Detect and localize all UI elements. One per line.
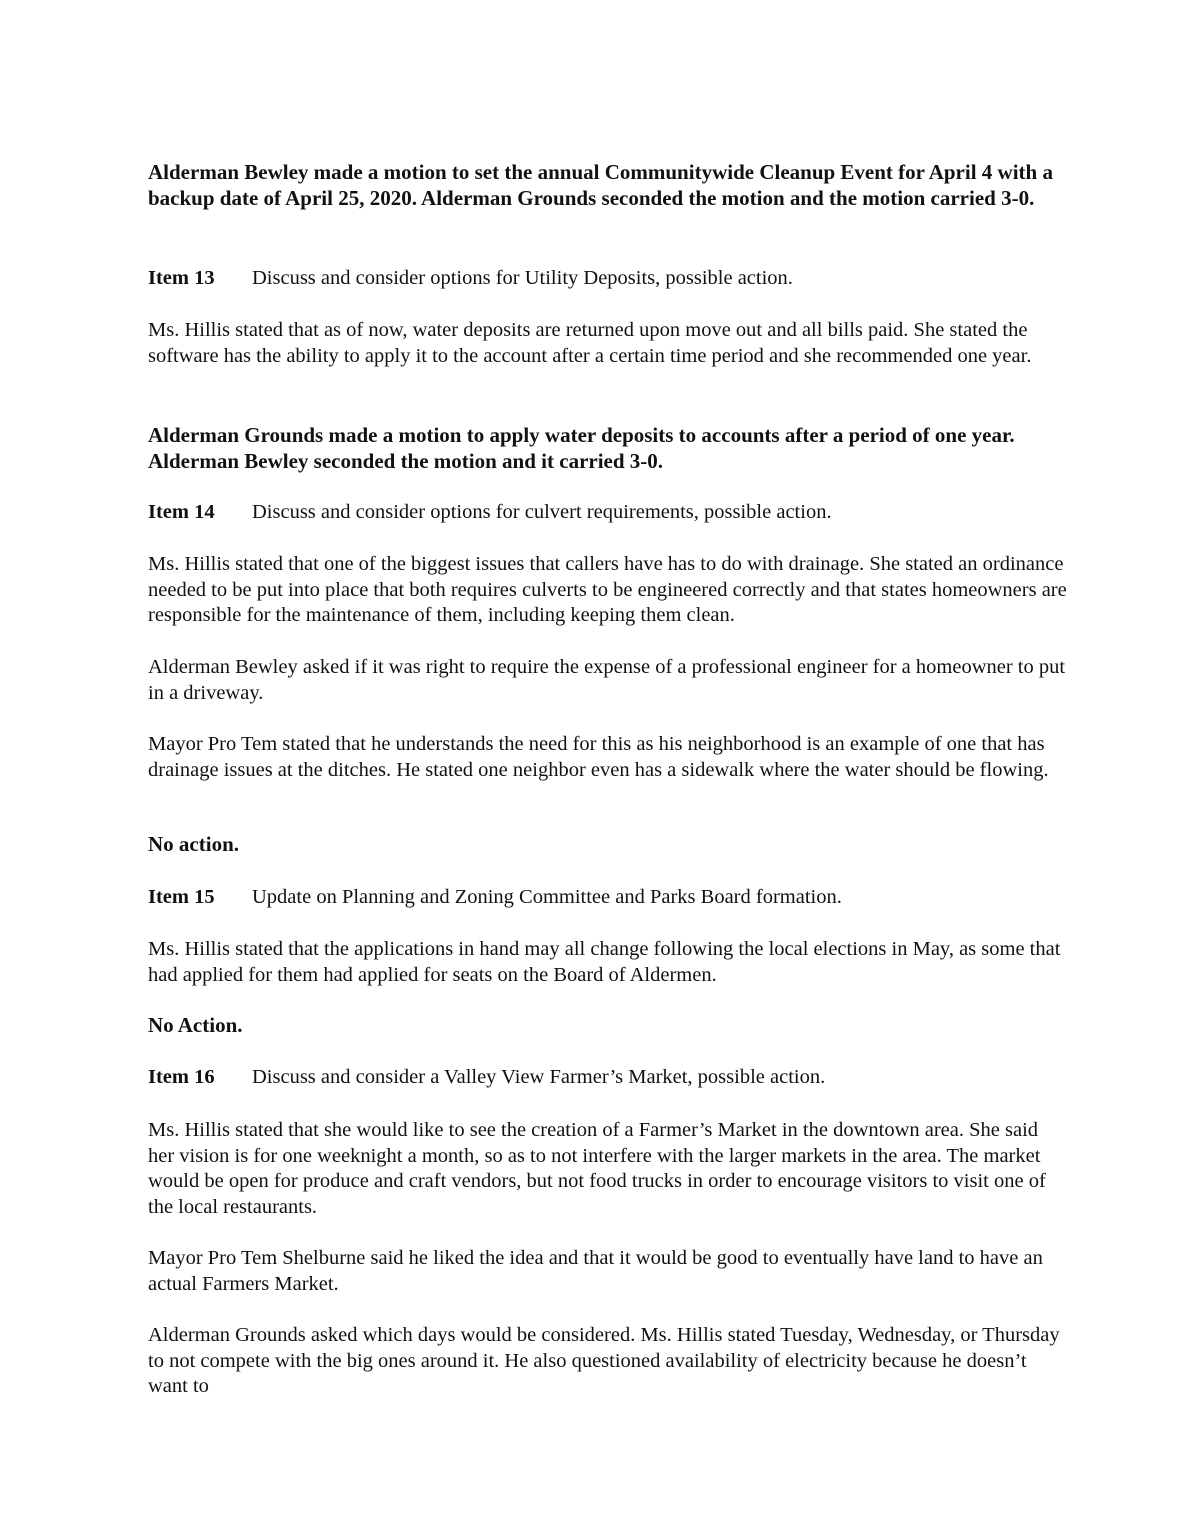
item-13-label: Item 13 (148, 267, 215, 289)
agenda-item-15 (148, 885, 1068, 911)
item-15-label: Item 15 (148, 886, 215, 908)
item-13-discussion: Ms. Hillis stated that as of now, water deposits are returned upon move out and all bills paid. She stated the software has the ability to apply it to the account after a certain time period and she recommended one year. (148, 319, 1032, 367)
item-16-discussion-hillis: Ms. Hillis stated that she would like to see the creation of a Farmer’s Market in the downtown area. She said her vision is for one weeknight a month, so as to not interfere with the larger markets in the area. The market would be open for produce and craft vendors, but not food trucks in order to encourage visitors to visit one of the local restaurants. (148, 1119, 1046, 1218)
motion-cleanup-event: Alderman Bewley made a motion to set the annual Communitywide Cleanup Event for April 4 with a backup date of April 25, 2020. Alderman Grounds seconded the motion and the motion carried 3-0. (148, 160, 1053, 210)
agenda-item-16 (148, 1065, 1068, 1091)
item-16-discussion-mayor: Mayor Pro Tem Shelburne said he liked the idea and that it would be good to eventually have land to have an actual Farmers Market. (148, 1247, 1043, 1295)
item-16-title: Discuss and consider a Valley View Farmer’s Market, possible action. (252, 1066, 826, 1088)
item-16-discussion-grounds: Alderman Grounds asked which days would be considered. Ms. Hillis stated Tuesday, Wednesday, or Thursday to not compete with the big ones around it. He also questioned availability of electricity because he doesn’t want to (148, 1324, 1060, 1397)
agenda-item-13 (148, 266, 1068, 292)
item-14-discussion-bewley: Alderman Bewley asked if it was right to require the expense of a professional engineer for a homeowner to put in a driveway. (148, 656, 1066, 704)
item-14-discussion-hillis: Ms. Hillis stated that one of the biggest issues that callers have has to do with drainage. She stated an ordinance needed to be put into place that both requires culverts to be engineered correctly and that states homeowners are responsible for the maintenance of them, including keeping them clean. (148, 553, 1067, 626)
item-15-discussion: Ms. Hillis stated that the applications in hand may all change following the local elections in May, as some that had applied for them had applied for seats on the Board of Aldermen. (148, 938, 1061, 986)
item-15-no-action: No Action. (148, 1013, 243, 1037)
item-14-label: Item 14 (148, 501, 215, 523)
item-13-title: Discuss and consider options for Utility Deposits, possible action. (252, 267, 793, 289)
item-15-title: Update on Planning and Zoning Committee and Parks Board formation. (252, 886, 842, 908)
item-14-discussion-mayor: Mayor Pro Tem stated that he understands the need for this as his neighborhood is an example of one that has drainage issues at the ditches. He stated one neighbor even has a sidewalk where the water should be flowing. (148, 733, 1049, 781)
item-14-no-action: No action. (148, 832, 239, 856)
motion-water-deposits: Alderman Grounds made a motion to apply water deposits to accounts after a period of one year. Alderman Bewley seconded the motion and it carried 3-0. (148, 423, 1015, 473)
agenda-item-14 (148, 500, 1068, 526)
item-14-title: Discuss and consider options for culvert requirements, possible action. (252, 501, 832, 523)
item-16-label: Item 16 (148, 1066, 215, 1088)
